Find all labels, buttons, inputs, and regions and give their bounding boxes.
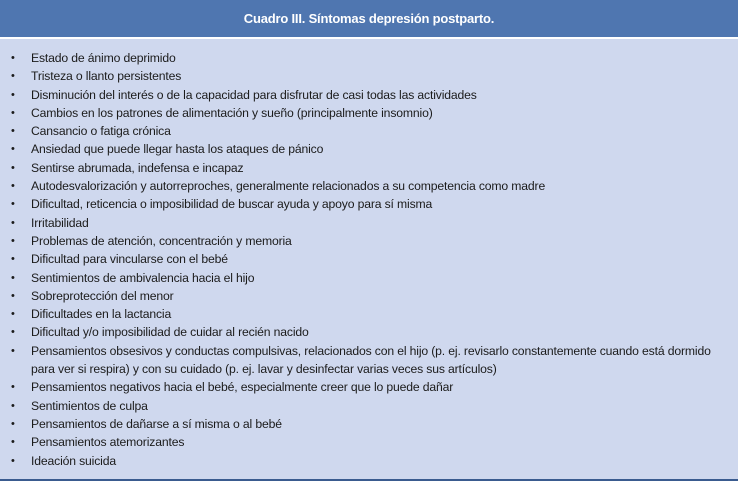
bullet-icon: • — [11, 125, 15, 138]
symptom-list — [0, 39, 738, 470]
list-item-text: Pensamientos de dañarse a sí misma o al bebé — [31, 416, 282, 431]
list-item-text: Ideación suicida — [31, 453, 117, 468]
list-item — [0, 269, 738, 287]
list-item — [0, 287, 738, 305]
list-item-text: Dificultad para vincularse con el bebé — [31, 252, 228, 267]
list-item — [0, 232, 738, 250]
list-item-text: Cansancio o fatiga crónica — [31, 124, 171, 139]
list-item — [0, 195, 738, 213]
list-item — [0, 378, 738, 396]
list-item — [0, 433, 738, 451]
list-item — [0, 323, 738, 341]
bullet-icon: • — [11, 180, 15, 193]
bullet-icon: • — [11, 344, 15, 357]
bullet-icon: • — [11, 161, 15, 174]
list-item-text: Sentimientos de ambivalencia hacia el hijo — [31, 270, 255, 285]
list-item-text: Pensamientos atemorizantes — [31, 435, 185, 450]
list-item — [0, 86, 738, 104]
list-item-text: Pensamientos negativos hacia el bebé, especialmente creer que lo puede dañar — [31, 380, 454, 395]
bullet-icon: • — [11, 143, 15, 156]
list-item-text: Dificultad, reticencia o imposibilidad de buscar ayuda y apoyo para sí misma — [31, 197, 433, 212]
list-item-text: Sentirse abrumada, indefensa e incapaz — [31, 160, 244, 175]
bullet-icon: • — [11, 271, 15, 284]
bullet-icon: • — [11, 326, 15, 339]
list-item-text: Autodesvalorización y autorreproches, generalmente relacionados a su competencia como madre — [31, 179, 546, 194]
list-item-text: Dificultades en la lactancia — [31, 307, 172, 322]
table-title: Cuadro III. Síntomas depresión postparto. — [0, 0, 738, 39]
list-item — [0, 177, 738, 195]
list-item-text: Estado de ánimo deprimido — [31, 51, 176, 65]
list-item-text: Cambios en los patrones de alimentación y sueño (principalmente insomnio) — [31, 105, 433, 120]
bullet-icon: • — [11, 106, 15, 119]
list-item-text: Tristeza o llanto persistentes — [31, 69, 182, 84]
bullet-icon: • — [11, 234, 15, 247]
list-item-text: Ansiedad que puede llegar hasta los ataques de pánico — [31, 142, 324, 157]
bullet-icon: • — [11, 52, 15, 64]
bullet-icon: • — [11, 216, 15, 229]
bullet-icon: • — [11, 399, 15, 412]
list-item — [0, 159, 738, 177]
list-item — [0, 104, 738, 122]
list-item — [0, 67, 738, 85]
bullet-icon: • — [11, 198, 15, 211]
bullet-icon: • — [11, 381, 15, 394]
list-item-text: Disminución del interés o de la capacidad para disfrutar de casi todas las actividades — [31, 87, 477, 102]
list-item — [0, 415, 738, 433]
list-item — [0, 397, 738, 415]
list-item-text: Pensamientos obsesivos y conductas compulsivas, relacionados con el hijo (p. ej. revisarlo constantemente cuando está dormido para ver si respira) y con su cuidado (p. ej. lavar y desinfectar varias veces sus artículos) — [31, 343, 711, 377]
bullet-icon: • — [11, 417, 15, 430]
list-item — [0, 250, 738, 268]
list-item — [0, 342, 738, 379]
list-item — [0, 452, 738, 470]
bullet-icon: • — [11, 70, 15, 83]
bullet-icon: • — [11, 454, 15, 467]
list-item-text: Irritabilidad — [31, 215, 89, 230]
bullet-icon: • — [11, 289, 15, 302]
list-item — [0, 140, 738, 158]
list-item — [0, 214, 738, 232]
list-item — [0, 305, 738, 323]
list-item-text: Sentimientos de culpa — [31, 398, 148, 413]
list-item-text: Problemas de atención, concentración y memoria — [31, 233, 292, 248]
bullet-icon: • — [11, 253, 15, 266]
bullet-icon: • — [11, 308, 15, 321]
list-item — [0, 122, 738, 140]
bullet-icon: • — [11, 436, 15, 449]
bullet-icon: • — [11, 88, 15, 101]
list-item-text: Dificultad y/o imposibilidad de cuidar al recién nacido — [31, 325, 309, 340]
list-item-text: Sobreprotección del menor — [31, 288, 174, 303]
list-item — [0, 49, 738, 67]
